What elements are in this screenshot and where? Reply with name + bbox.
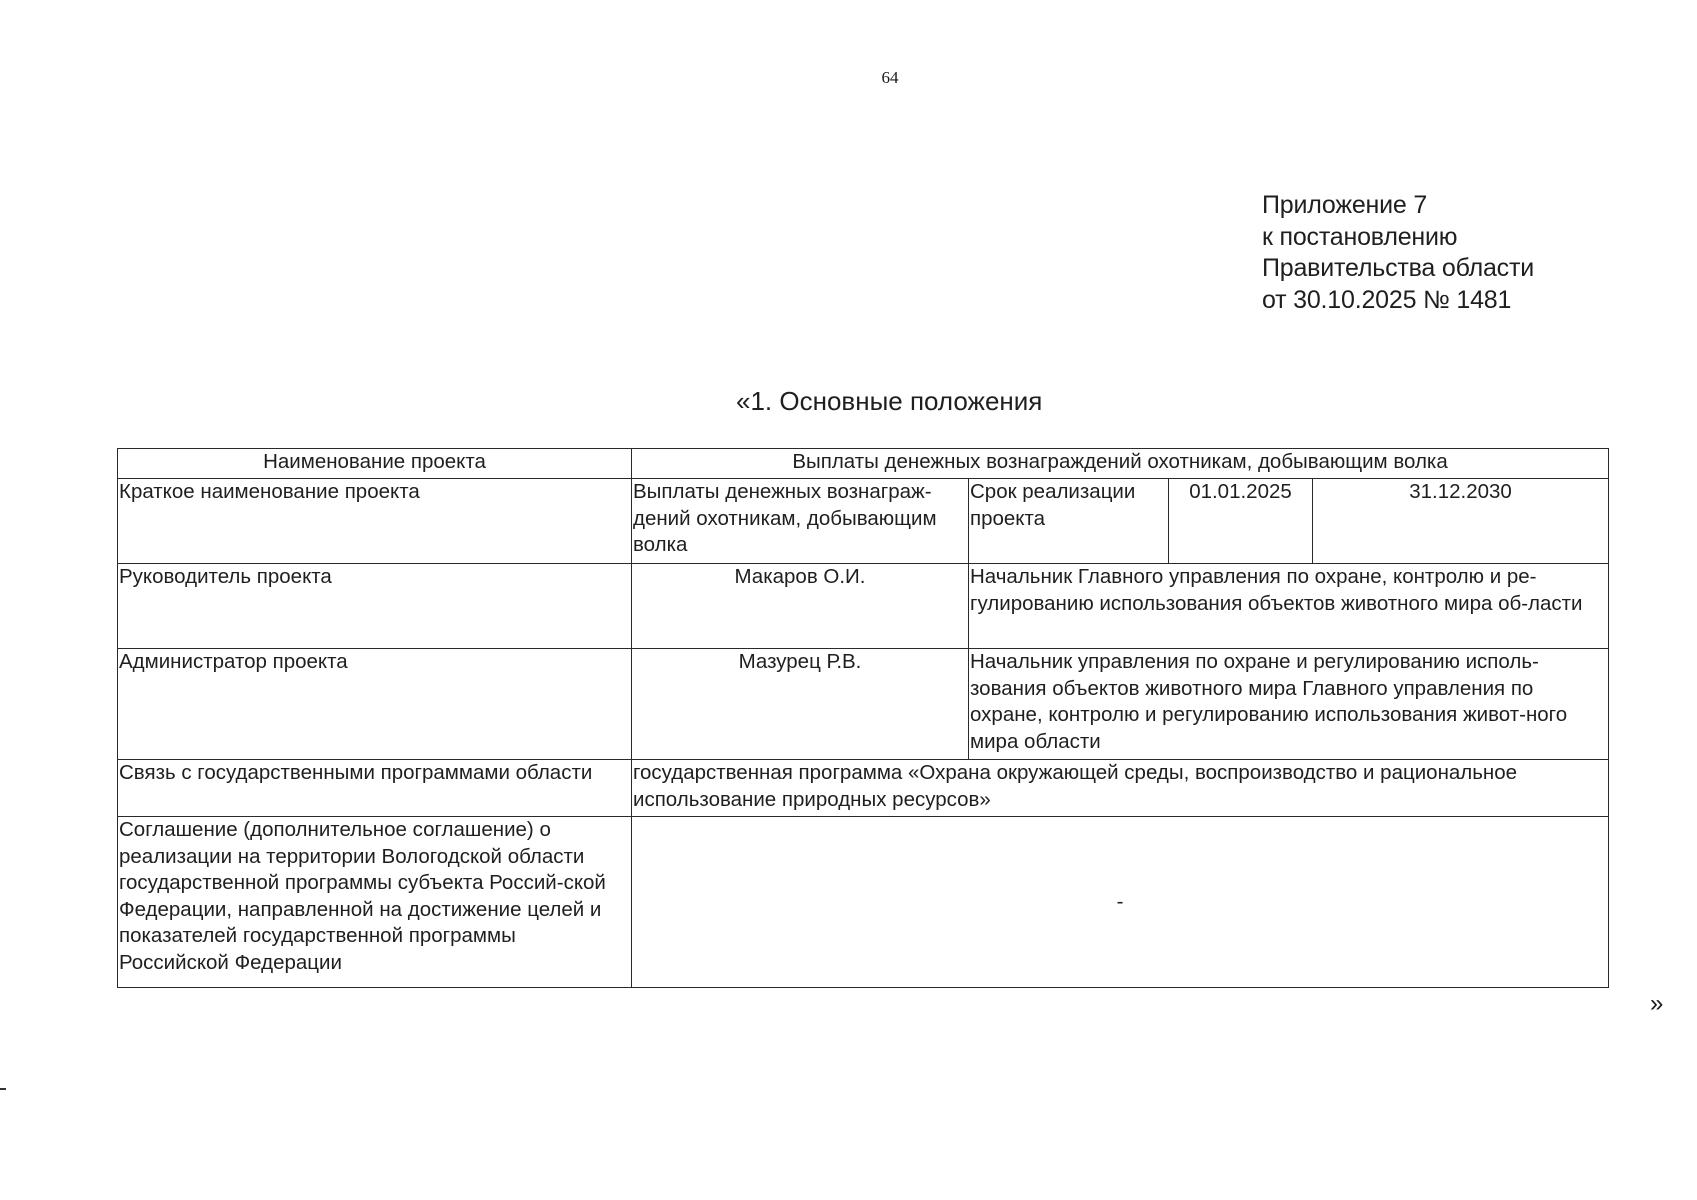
table-row-leader <box>118 564 1609 649</box>
closing-quote: » <box>1650 990 1664 1017</box>
term-label: Срок реализации проекта <box>969 479 1169 564</box>
table-row-agreement <box>118 817 1609 988</box>
term-end-date: 31.12.2030 <box>1313 479 1609 564</box>
page-number: 64 <box>881 68 899 87</box>
margin-mark <box>0 1088 6 1090</box>
table-row-project-name <box>118 449 1609 479</box>
table-row-programs <box>118 760 1609 817</box>
agreement-value: - <box>632 817 1609 988</box>
admin-name: Мазурец Р.В. <box>632 649 969 760</box>
admin-position: Начальник управления по охране и регулированию исполь-зования объектов животного мира Главного управления по охране, контролю и регулированию использования живот-ного мира области <box>969 649 1609 760</box>
table-row-short-name <box>118 479 1609 564</box>
leader-label: Руководитель проекта <box>118 564 632 649</box>
term-start-date: 01.01.2025 <box>1169 479 1313 564</box>
table-row-administrator <box>118 649 1609 760</box>
project-name-value: Выплаты денежных вознаграждений охотникам, добывающим волка <box>632 449 1609 479</box>
appendix-line-1: Приложение 7 <box>1262 191 1428 219</box>
section-title: «1. Основные положения <box>736 386 1043 416</box>
short-name-value: Выплаты денежных вознаграж-дений охотникам, добывающим волка <box>632 479 969 564</box>
appendix-line-3: Правительства области <box>1262 254 1534 282</box>
appendix-header <box>1262 190 1534 316</box>
programs-label: Связь с государственными программами области <box>118 760 632 817</box>
agreement-label: Соглашение (дополнительное соглашение) о реализации на территории Вологодской области государственной программы субъекта Россий-ской Федерации, направленной на достижение целей и показателей государственной программы Российской Федерации <box>118 817 632 988</box>
main-provisions-table <box>117 448 1609 988</box>
admin-label: Администратор проекта <box>118 649 632 760</box>
appendix-line-4: от 30.10.2025 № 1481 <box>1262 285 1512 314</box>
leader-name: Макаров О.И. <box>632 564 969 649</box>
appendix-line-2: к постановлению <box>1262 222 1458 251</box>
project-name-label: Наименование проекта <box>118 449 632 479</box>
short-name-label: Краткое наименование проекта <box>118 479 632 564</box>
leader-position: Начальник Главного управления по охране, контролю и ре-гулированию использования объектов животного мира об-ласти <box>969 564 1609 649</box>
programs-value: государственная программа «Охрана окружающей среды, воспроизводство и рациональное использование природных ресурсов» <box>632 760 1609 817</box>
